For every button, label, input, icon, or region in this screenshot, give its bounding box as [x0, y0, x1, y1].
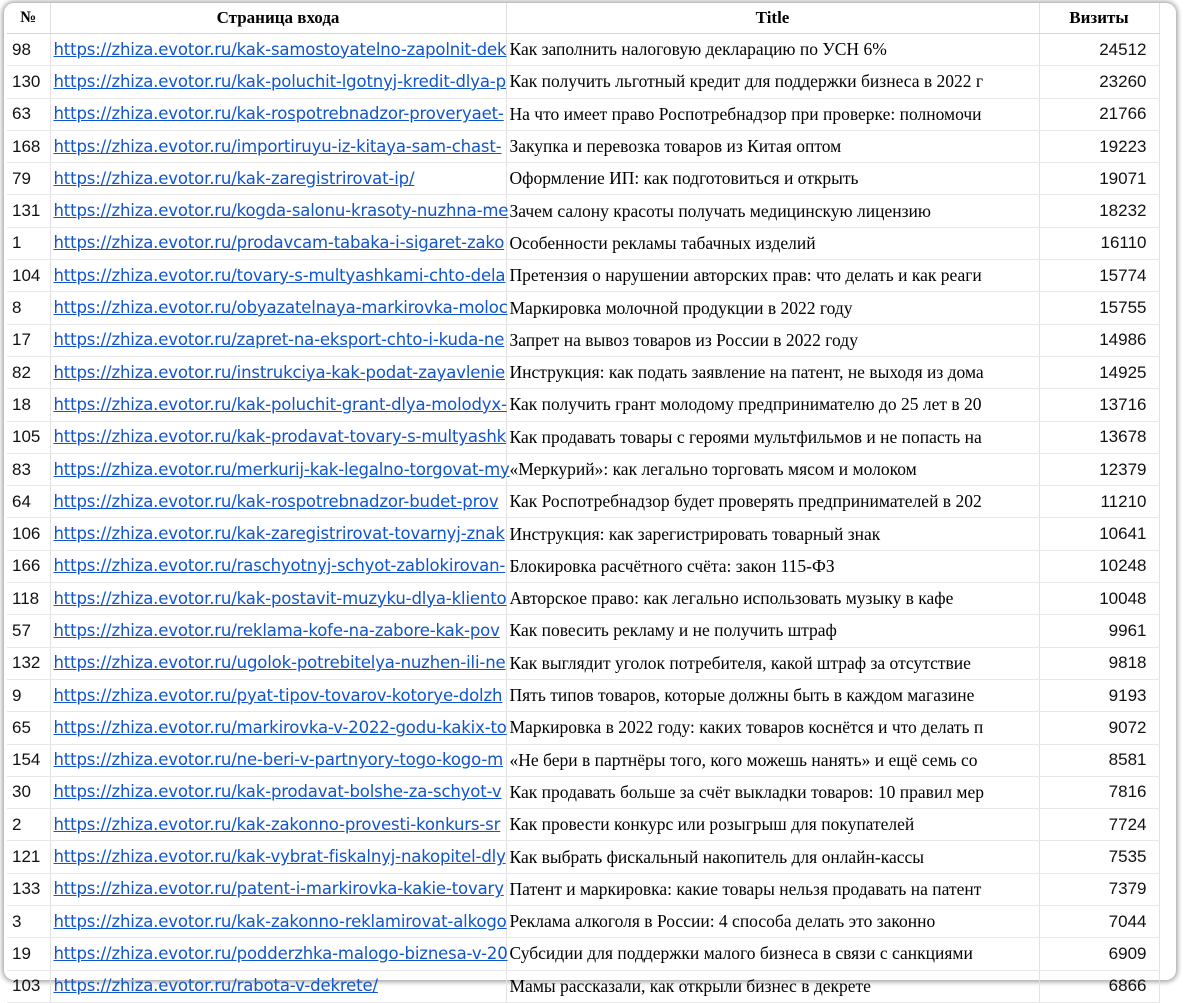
visits-cell[interactable]: 7535: [1039, 841, 1159, 873]
entry-page-cell[interactable]: [50, 518, 506, 550]
visits-cell[interactable]: 9193: [1039, 679, 1159, 711]
row-number-cell[interactable]: 3: [7, 906, 50, 938]
entry-page-link[interactable]: https://zhiza.evotor.ru/ugolok-potrebitelya-nuzhen-ili-ne: [53, 653, 506, 673]
table-row: [7, 679, 1159, 711]
visits-cell[interactable]: 9961: [1039, 615, 1159, 647]
table-row: [7, 421, 1159, 453]
table-body: [7, 34, 1159, 1003]
entry-page-link[interactable]: https://zhiza.evotor.ru/kak-zaregistrirovat-tovarnyj-znak: [53, 524, 505, 544]
visits-cell[interactable]: 7724: [1039, 809, 1159, 841]
visits-cell[interactable]: 7044: [1039, 906, 1159, 938]
row-number-cell[interactable]: 83: [7, 453, 50, 485]
entry-page-link[interactable]: https://zhiza.evotor.ru/kak-zakonno-provesti-konkurs-sr: [53, 814, 501, 834]
visits-cell[interactable]: 21766: [1039, 98, 1159, 130]
entry-page-cell[interactable]: [50, 130, 506, 162]
title-cell[interactable]: Маркировка в 2022 году: каких товаров коснётся и что делать п: [506, 712, 1039, 744]
entry-page-cell[interactable]: [50, 615, 506, 647]
table-row: [7, 744, 1159, 776]
header-visits[interactable]: Визиты: [1039, 3, 1159, 34]
entry-page-cell[interactable]: [50, 389, 506, 421]
row-number-cell[interactable]: 1: [7, 227, 50, 259]
entry-page-cell[interactable]: [50, 486, 506, 518]
row-number-cell[interactable]: 132: [7, 647, 50, 679]
entry-page-cell[interactable]: [50, 292, 506, 324]
entry-page-link[interactable]: https://zhiza.evotor.ru/reklama-kofe-na-zabore-kak-pov: [53, 620, 500, 640]
header-row: [7, 3, 1159, 34]
entry-page-cell[interactable]: [50, 66, 506, 98]
title-cell[interactable]: Как получить льготный кредит для поддержки бизнеса в 2022 г: [506, 66, 1039, 98]
table-row: [7, 227, 1159, 259]
title-cell[interactable]: Как продавать больше за счёт выкладки товаров: 10 правил мер: [506, 776, 1039, 808]
entry-page-link[interactable]: https://zhiza.evotor.ru/podderzhka-malogo-biznesa-v-20: [53, 943, 508, 963]
title-cell[interactable]: Как выбрать фискальный накопитель для онлайн-кассы: [506, 841, 1039, 873]
visits-cell[interactable]: 10248: [1039, 550, 1159, 582]
row-number-cell[interactable]: 130: [7, 66, 50, 98]
entry-page-link[interactable]: https://zhiza.evotor.ru/kak-zaregistrirovat-ip/: [53, 168, 415, 188]
entry-page-cell[interactable]: [50, 260, 506, 292]
row-number-cell[interactable]: 154: [7, 744, 50, 776]
row-number-cell[interactable]: 133: [7, 873, 50, 905]
table-row: [7, 970, 1159, 1002]
entry-page-cell[interactable]: [50, 356, 506, 388]
table-row: [7, 712, 1159, 744]
row-number-cell[interactable]: 17: [7, 324, 50, 356]
table-row: [7, 486, 1159, 518]
title-cell[interactable]: Оформление ИП: как подготовиться и открыть: [506, 163, 1039, 195]
title-cell[interactable]: Запрет на вывоз товаров из России в 2022 году: [506, 324, 1039, 356]
visits-cell[interactable]: 7379: [1039, 873, 1159, 905]
table-row: [7, 873, 1159, 905]
title-cell[interactable]: Как заполнить налоговую декларацию по УСН 6%: [506, 34, 1039, 66]
title-cell[interactable]: Закупка и перевозка товаров из Китая оптом: [506, 130, 1039, 162]
title-cell[interactable]: На что имеет право Роспотребнадзор при проверке: полномочи: [506, 98, 1039, 130]
entry-page-cell[interactable]: [50, 227, 506, 259]
entry-page-cell[interactable]: [50, 324, 506, 356]
visits-table: [7, 3, 1160, 1003]
title-cell[interactable]: Как продавать товары с героями мультфильмов и не попасть на: [506, 421, 1039, 453]
entry-page-link[interactable]: https://zhiza.evotor.ru/kak-vybrat-fiskalnyj-nakopitel-dly: [53, 847, 506, 867]
header-entry-page[interactable]: Страница входа: [50, 3, 506, 34]
table-row: [7, 906, 1159, 938]
entry-page-link[interactable]: https://zhiza.evotor.ru/prodavcam-tabaka-i-sigaret-zako: [53, 233, 505, 253]
row-number-cell[interactable]: 98: [7, 34, 50, 66]
entry-page-link[interactable]: https://zhiza.evotor.ru/kak-samostoyatelno-zapolnit-dek: [53, 39, 507, 59]
entry-page-link[interactable]: https://zhiza.evotor.ru/instrukciya-kak-podat-zayavlenie: [53, 362, 506, 382]
title-cell[interactable]: Маркировка молочной продукции в 2022 году: [506, 292, 1039, 324]
visits-cell[interactable]: 19223: [1039, 130, 1159, 162]
entry-page-link[interactable]: https://zhiza.evotor.ru/merkurij-kak-legalno-torgovat-my: [53, 459, 510, 479]
table-row: [7, 453, 1159, 485]
title-cell[interactable]: Как Роспотребнадзор будет проверять предпринимателей в 202: [506, 486, 1039, 518]
row-number-cell[interactable]: 19: [7, 938, 50, 970]
entry-page-link[interactable]: https://zhiza.evotor.ru/kak-rospotrebnadzor-proveryaet-: [53, 104, 504, 124]
row-number-cell[interactable]: 118: [7, 583, 50, 615]
title-cell[interactable]: Субсидии для поддержки малого бизнеса в связи с санкциями: [506, 938, 1039, 970]
entry-page-cell[interactable]: [50, 809, 506, 841]
title-cell[interactable]: Как повесить рекламу и не получить штраф: [506, 615, 1039, 647]
visits-cell[interactable]: 7816: [1039, 776, 1159, 808]
entry-page-link[interactable]: https://zhiza.evotor.ru/kak-zakonno-reklamirovat-alkogo: [53, 911, 507, 931]
entry-page-cell[interactable]: [50, 873, 506, 905]
entry-page-link[interactable]: https://zhiza.evotor.ru/pyat-tipov-tovarov-kotorye-dolzh: [53, 685, 503, 705]
table-row: [7, 260, 1159, 292]
visits-cell[interactable]: 6866: [1039, 970, 1159, 1002]
visits-cell[interactable]: 13716: [1039, 389, 1159, 421]
table-row: [7, 356, 1159, 388]
title-cell[interactable]: Блокировка расчётного счёта: закон 115-ФЗ: [506, 550, 1039, 582]
row-number-cell[interactable]: 104: [7, 260, 50, 292]
visits-cell[interactable]: 9072: [1039, 712, 1159, 744]
row-number-cell[interactable]: 63: [7, 98, 50, 130]
row-number-cell[interactable]: 30: [7, 776, 50, 808]
entry-page-cell[interactable]: [50, 583, 506, 615]
table-row: [7, 841, 1159, 873]
visits-cell[interactable]: 11210: [1039, 486, 1159, 518]
entry-page-link[interactable]: https://zhiza.evotor.ru/kak-prodavat-bolshe-za-schyot-v: [53, 782, 502, 802]
header-title[interactable]: Title: [506, 3, 1039, 34]
table-row: [7, 550, 1159, 582]
table-row: [7, 98, 1159, 130]
title-cell[interactable]: Претензия о нарушении авторских прав: что делать и как реаги: [506, 260, 1039, 292]
table-row: [7, 66, 1159, 98]
entry-page-link[interactable]: https://zhiza.evotor.ru/markirovka-v-2022-godu-kakix-to: [53, 717, 507, 737]
visits-cell[interactable]: 15774: [1039, 260, 1159, 292]
row-number-cell[interactable]: 64: [7, 486, 50, 518]
entry-page-link[interactable]: https://zhiza.evotor.ru/kak-rospotrebnadzor-budet-prov: [53, 491, 499, 511]
visits-cell[interactable]: 24512: [1039, 34, 1159, 66]
row-number-cell[interactable]: 131: [7, 195, 50, 227]
table-row: [7, 130, 1159, 162]
table-row: [7, 776, 1159, 808]
table-row: [7, 647, 1159, 679]
visits-cell[interactable]: 10048: [1039, 583, 1159, 615]
entry-page-link[interactable]: https://zhiza.evotor.ru/kak-postavit-muzyku-dlya-kliento: [53, 588, 507, 608]
title-cell[interactable]: Зачем салону красоты получать медицинскую лицензию: [506, 195, 1039, 227]
visits-cell[interactable]: 16110: [1039, 227, 1159, 259]
entry-page-link[interactable]: https://zhiza.evotor.ru/kak-poluchit-grant-dlya-molodyx-: [53, 394, 507, 414]
row-number-cell[interactable]: 8: [7, 292, 50, 324]
visits-cell[interactable]: 12379: [1039, 453, 1159, 485]
entry-page-link[interactable]: https://zhiza.evotor.ru/kak-poluchit-lgotnyj-kredit-dlya-p: [53, 71, 506, 91]
table-row: [7, 389, 1159, 421]
visits-cell[interactable]: 23260: [1039, 66, 1159, 98]
visits-cell[interactable]: 14925: [1039, 356, 1159, 388]
entry-page-cell[interactable]: [50, 34, 506, 66]
row-number-cell[interactable]: 103: [7, 970, 50, 1002]
title-cell[interactable]: Патент и маркировка: какие товары нельзя продавать на патент: [506, 873, 1039, 905]
visits-cell[interactable]: 10641: [1039, 518, 1159, 550]
row-number-cell[interactable]: 18: [7, 389, 50, 421]
row-number-cell[interactable]: 9: [7, 679, 50, 711]
entry-page-link[interactable]: https://zhiza.evotor.ru/tovary-s-multyashkami-chto-dela: [53, 265, 506, 285]
table-row: [7, 938, 1159, 970]
entry-page-cell[interactable]: [50, 712, 506, 744]
row-number-cell[interactable]: 2: [7, 809, 50, 841]
row-number-cell[interactable]: 57: [7, 615, 50, 647]
table-row: [7, 583, 1159, 615]
row-number-cell[interactable]: 106: [7, 518, 50, 550]
title-cell[interactable]: «Меркурий»: как легально торговать мясом и молоком: [506, 453, 1039, 485]
row-number-cell[interactable]: 65: [7, 712, 50, 744]
visits-cell[interactable]: 15755: [1039, 292, 1159, 324]
row-number-cell[interactable]: 121: [7, 841, 50, 873]
visits-cell[interactable]: 18232: [1039, 195, 1159, 227]
entry-page-link[interactable]: https://zhiza.evotor.ru/kak-prodavat-tovary-s-multyashk: [53, 427, 507, 447]
row-number-cell[interactable]: 166: [7, 550, 50, 582]
entry-page-link[interactable]: https://zhiza.evotor.ru/kogda-salonu-krasoty-nuzhna-me: [53, 201, 509, 221]
entry-page-link[interactable]: https://zhiza.evotor.ru/ne-beri-v-partnyory-togo-kogo-m: [53, 750, 504, 770]
entry-page-cell[interactable]: [50, 550, 506, 582]
header-num[interactable]: №: [7, 3, 50, 34]
table-row: [7, 292, 1159, 324]
entry-page-cell[interactable]: [50, 744, 506, 776]
title-cell[interactable]: Как получить грант молодому предпринимателю до 25 лет в 20: [506, 389, 1039, 421]
table-row: [7, 809, 1159, 841]
table-row: [7, 615, 1159, 647]
row-number-cell[interactable]: 168: [7, 130, 50, 162]
row-number-cell[interactable]: 105: [7, 421, 50, 453]
title-cell[interactable]: Авторское право: как легально использовать музыку в кафе: [506, 583, 1039, 615]
entry-page-link[interactable]: https://zhiza.evotor.ru/patent-i-markirovka-kakie-tovary: [53, 879, 504, 899]
entry-page-cell[interactable]: [50, 453, 510, 485]
title-cell[interactable]: Инструкция: как зарегистрировать товарный знак: [506, 518, 1039, 550]
visits-cell[interactable]: 9818: [1039, 647, 1159, 679]
title-cell[interactable]: Инструкция: как подать заявление на патент, не выходя из дома: [506, 356, 1039, 388]
visits-cell[interactable]: 19071: [1039, 163, 1159, 195]
row-number-cell[interactable]: 79: [7, 163, 50, 195]
visits-cell[interactable]: 13678: [1039, 421, 1159, 453]
title-cell[interactable]: Как выглядит уголок потребителя, какой штраф за отсутствие: [506, 647, 1039, 679]
entry-page-link[interactable]: https://zhiza.evotor.ru/rabota-v-dekrete/: [53, 976, 378, 996]
entry-page-cell[interactable]: [50, 841, 506, 873]
visits-cell[interactable]: 6909: [1039, 938, 1159, 970]
table-row: [7, 518, 1159, 550]
row-number-cell[interactable]: 82: [7, 356, 50, 388]
visits-cell[interactable]: 8581: [1039, 744, 1159, 776]
table-row: [7, 163, 1159, 195]
entry-page-cell[interactable]: [50, 776, 506, 808]
entry-page-cell[interactable]: [50, 679, 506, 711]
entry-page-link[interactable]: https://zhiza.evotor.ru/raschyotnyj-schyot-zablokirovan-: [53, 556, 506, 576]
entry-page-link[interactable]: https://zhiza.evotor.ru/zapret-na-eksport-chto-i-kuda-ne: [53, 330, 505, 350]
title-cell[interactable]: Пять типов товаров, которые должны быть в каждом магазине: [506, 679, 1039, 711]
entry-page-cell[interactable]: [50, 970, 506, 1002]
title-cell[interactable]: «Не бери в партнёры того, кого можешь нанять» и ещё семь со: [506, 744, 1039, 776]
entry-page-cell[interactable]: [50, 163, 506, 195]
title-cell[interactable]: Как провести конкурс или розыгрыш для покупателей: [506, 809, 1039, 841]
entry-page-link[interactable]: https://zhiza.evotor.ru/obyazatelnaya-markirovka-moloc: [53, 298, 508, 318]
entry-page-cell[interactable]: [50, 195, 509, 227]
title-cell[interactable]: Реклама алкоголя в России: 4 способа делать это законно: [506, 906, 1039, 938]
title-cell[interactable]: Особенности рекламы табачных изделий: [506, 227, 1039, 259]
entry-page-cell[interactable]: [50, 906, 506, 938]
visits-cell[interactable]: 14986: [1039, 324, 1159, 356]
entry-page-link[interactable]: https://zhiza.evotor.ru/importiruyu-iz-kitaya-sam-chast-: [53, 136, 502, 156]
entry-page-cell[interactable]: [50, 647, 506, 679]
title-cell[interactable]: Мамы рассказали, как открыли бизнес в декрете: [506, 970, 1039, 1002]
entry-page-cell[interactable]: [50, 938, 506, 970]
entry-page-cell[interactable]: [50, 421, 506, 453]
table-row: [7, 324, 1159, 356]
entry-page-cell[interactable]: [50, 98, 506, 130]
table-row: [7, 34, 1159, 66]
table-row: [7, 195, 1159, 227]
spreadsheet: [4, 3, 1176, 996]
